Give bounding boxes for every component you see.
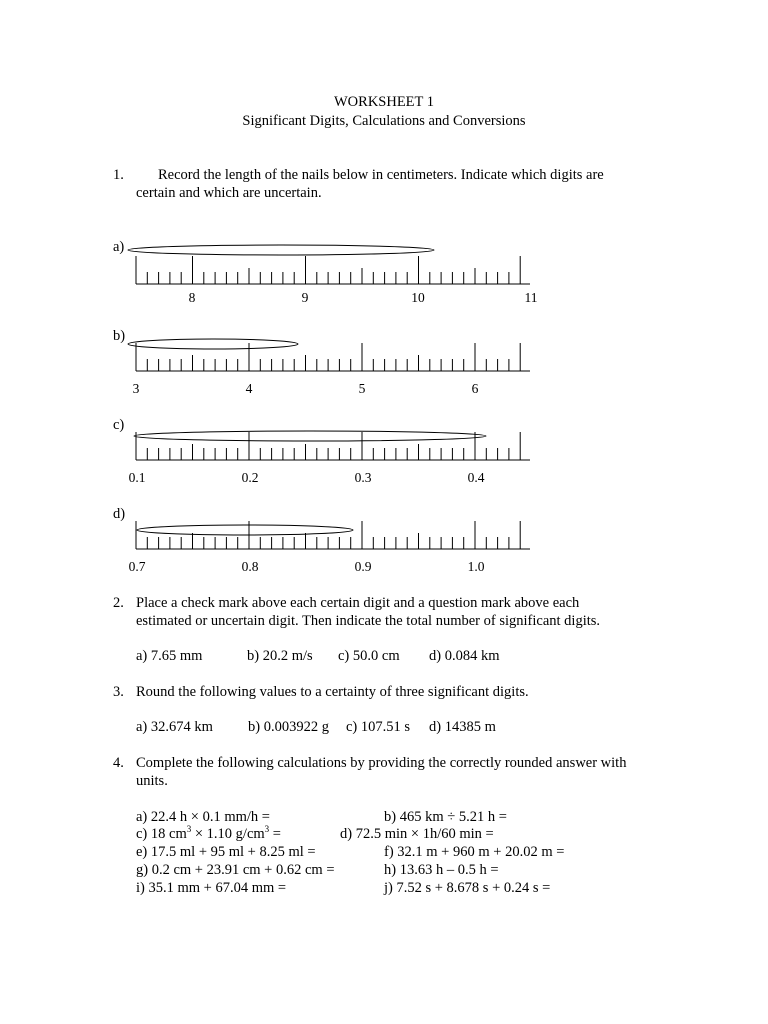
nail-b bbox=[128, 339, 298, 349]
ruler-d-label: d) bbox=[113, 506, 126, 522]
q3-text-line1: Round the following values to a certainty of three significant digits. bbox=[136, 684, 529, 700]
nail-d bbox=[137, 525, 353, 535]
ruler-d-tick-label: 1.0 bbox=[467, 559, 485, 574]
q2-number: 2. bbox=[113, 595, 124, 611]
q4-item-g: g) 0.2 cm + 23.91 cm + 0.62 cm = bbox=[136, 862, 335, 878]
ruler-a-label: a) bbox=[113, 239, 125, 255]
q4-item-c bbox=[136, 825, 281, 843]
q4-item-c-superscript: 3 bbox=[264, 824, 270, 835]
ruler-c-tick-label: 0.3 bbox=[354, 470, 372, 485]
q4-item-a: a) 22.4 h × 0.1 mm/h = bbox=[136, 809, 270, 825]
q3-number: 3. bbox=[113, 684, 124, 700]
q4-item-i: i) 35.1 mm + 67.04 mm = bbox=[136, 880, 287, 896]
ruler-c-tick-label: 0.2 bbox=[241, 470, 259, 485]
q2-item: b) 20.2 m/s bbox=[247, 648, 313, 664]
ruler-a-tick-label: 9 bbox=[301, 290, 309, 305]
q4-item-f: f) 32.1 m + 960 m + 20.02 m = bbox=[384, 844, 565, 860]
q1-text-line1: Record the length of the nails below in centimeters. Indicate which digits are bbox=[158, 167, 604, 183]
worksheet-subtitle: Significant Digits, Calculations and Conversions bbox=[242, 113, 526, 129]
ruler-c-tick-label: 0.4 bbox=[467, 470, 485, 485]
nail-c bbox=[134, 431, 486, 441]
ruler-c-tick-label: 0.1 bbox=[128, 470, 146, 485]
ruler-d-tick-label: 0.7 bbox=[128, 559, 146, 574]
q4-number: 4. bbox=[113, 755, 124, 771]
q2-item: c) 50.0 cm bbox=[338, 648, 400, 664]
q4-text-line2: units. bbox=[136, 773, 168, 789]
ruler-c-svg bbox=[0, 424, 768, 488]
q2-text-line2: estimated or uncertain digit. Then indicate the total number of significant digits. bbox=[136, 613, 601, 629]
worksheet-title: WORKSHEET 1 bbox=[333, 94, 435, 110]
ruler-b-tick-label: 6 bbox=[471, 381, 479, 396]
ruler-a-tick-label: 10 bbox=[411, 290, 425, 305]
q1-text-line2: certain and which are uncertain. bbox=[136, 185, 322, 201]
ruler-b-tick-label: 3 bbox=[132, 381, 140, 396]
q4-item-c-part: × 1.10 g/cm bbox=[191, 826, 265, 842]
q4-text-line1: Complete the following calculations by providing the correctly rounded answer with bbox=[136, 755, 627, 771]
q4-item-e: e) 17.5 ml + 95 ml + 8.25 ml = bbox=[136, 844, 316, 860]
q2-text-line1: Place a check mark above each certain digit and a question mark above each bbox=[136, 595, 580, 611]
ruler-d bbox=[0, 513, 768, 577]
ruler-d-tick-label: 0.8 bbox=[241, 559, 259, 574]
q3-item: c) 107.51 s bbox=[346, 719, 411, 735]
q3-item: b) 0.003922 g bbox=[248, 719, 329, 735]
ruler-a-tick-label: 8 bbox=[188, 290, 196, 305]
ruler-c-label: c) bbox=[113, 417, 125, 433]
ruler-c bbox=[0, 424, 768, 488]
q4-item-d: d) 72.5 min × 1h/60 min = bbox=[340, 826, 494, 842]
q2-item: d) 0.084 km bbox=[429, 648, 500, 664]
q2-item: a) 7.65 mm bbox=[136, 648, 203, 664]
q3-item: d) 14385 m bbox=[429, 719, 496, 735]
q4-item-b: b) 465 km ÷ 5.21 h = bbox=[384, 809, 507, 825]
nail-a bbox=[128, 245, 434, 255]
q3-item: a) 32.674 km bbox=[136, 719, 213, 735]
ruler-b bbox=[0, 335, 768, 399]
ruler-d-svg bbox=[0, 513, 768, 577]
ruler-b-svg bbox=[0, 335, 768, 399]
ruler-b-tick-label: 4 bbox=[245, 381, 253, 396]
q4-item-j: j) 7.52 s + 8.678 s + 0.24 s = bbox=[384, 880, 551, 896]
ruler-a bbox=[0, 240, 768, 310]
ruler-a-svg bbox=[0, 240, 768, 310]
q1-number: 1. bbox=[113, 167, 124, 183]
ruler-d-tick-label: 0.9 bbox=[354, 559, 372, 574]
ruler-b-label: b) bbox=[113, 328, 126, 344]
ruler-b-tick-label: 5 bbox=[358, 381, 366, 396]
ruler-a-tick-label: 11 bbox=[524, 290, 538, 305]
q4-item-c-superscript: 3 bbox=[186, 824, 192, 835]
q4-item-c-part: = bbox=[269, 826, 281, 842]
q4-item-c-part: c) 18 cm bbox=[136, 826, 187, 842]
q4-item-h: h) 13.63 h – 0.5 h = bbox=[384, 862, 499, 878]
